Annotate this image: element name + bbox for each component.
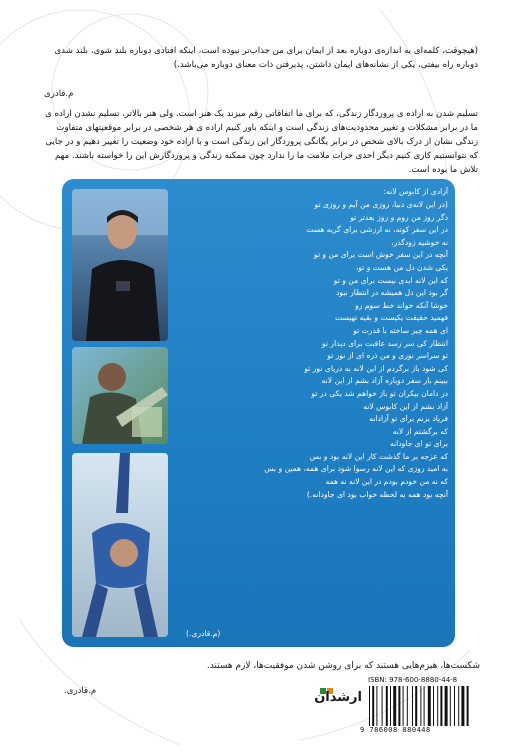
- intro-paragraph: تسلیم شدن به اراده ی پروردگار زندگی، که برای ما اتفاقاتی رقم میزند یک هنر است. ولی هنر بالاتر، تسلیم نشدن اراده ی ما در برابر مشکلات و تغییر محدودیت‌های زندگی است و اینکه باور کنیم اراده ی هر شخصی در برابر موقعیتهای متفاوت زندگی نشان از درک بالای شخص در برابر یگانگی پروردگار این زندگی است و با اراده خود وضعیت را تغییر دهیم و در جایی که نتوانستیم کاری کنیم دیگر احدی جرات ملامت ما را ندارد چون ممکنه زندگی و پروردگارش این را خواسته باشند. مهم تلاش ما بوده است.: [45, 109, 478, 175]
- poem-line: به امید روزی که این لانه رسوا شود برای همه، همین و بس: [264, 464, 448, 474]
- poem-line: آنچه بود همه به لحظه خواب بود ای جاودانه.): [306, 489, 448, 499]
- poem-panel: [62, 179, 455, 647]
- poem-signature: (م.قادری.): [186, 629, 221, 638]
- poem-line: برای تو ای جاودانه: [389, 439, 448, 449]
- author-action-photo: [72, 453, 168, 637]
- poem-line: در دامان بیکران تو باز خواهم شد یکی در تو: [311, 388, 448, 398]
- poem-line: فریاد بزنم برای تو آزادانه: [369, 414, 448, 424]
- author-working-photo: [72, 347, 168, 444]
- poem-line: فهمید حقیقت یکیست و بقیه تهیست: [335, 313, 448, 323]
- poem-line: ای همه چیز ساخته با قدرت تو: [353, 325, 448, 335]
- poem-line: نه خوشیه زودگذر،: [391, 237, 448, 247]
- poem-line: که نه من خودم بودم در این لانه نه همه: [325, 477, 448, 487]
- poem-line: در این سفر کوته، نه ارزشی برای گریه هست: [306, 225, 448, 235]
- author-portrait-photo: [72, 189, 168, 341]
- closing-signature: م.قادری.: [64, 686, 97, 696]
- intro-quote: (هیچوقت، کلمه‌ای به اندازه‌ی دوباره بعد از ایمان برای من جذاب‌تر نبوده است، اینکه افتادی دوباره بلند شوی، بلند شدی دوباره راه بیفتی، یکی از نشانه‌های ایمان داشتن، پذیرفتن ذات معنای دوباره می‌باشد.): [54, 46, 478, 70]
- poem-line: که عزجه بر ما گذشت کار این لانه بود و بس: [309, 451, 448, 461]
- poem-line: که برگشتم از لانه: [392, 426, 448, 436]
- poem-line: آزاد بشم از این کابوس لانه: [363, 401, 448, 411]
- barcode-digits: 9 786008 880448: [360, 726, 431, 734]
- poem-line: ببینم بار سفر دوباره آزاد بشم از این لانه: [321, 376, 448, 386]
- publisher-logo-text: ارشدان: [314, 690, 362, 705]
- poem-line: کی شود باز برگردم از این لانه به دریای نور تو: [304, 363, 448, 373]
- isbn-barcode: [368, 686, 478, 726]
- poem-line: تو سراسر نوری و من ذره ای از نور تو: [327, 351, 448, 361]
- poem-line: خوشا آنکه خواند خط سوم رو: [355, 300, 448, 310]
- poem-line: (در این لانه‌ی دنیا، روزی من آیم و روزی تو: [314, 200, 448, 209]
- poem-title: آزادی از کابوس لانه:: [383, 187, 448, 196]
- poem-line: آنچه در این سفر خوش است برای من و تو: [313, 250, 448, 260]
- poem-text: [178, 185, 448, 501]
- intro-signature: م.قادری: [44, 89, 74, 99]
- poem-line: یکی شدن دل من هست و تو،: [355, 262, 448, 272]
- isbn-label: ISBN: 978-600-8880-44-8: [368, 676, 458, 684]
- closing-quote: شکست‌ها، هیزم‌هایی هستند که برای روشن شدن موفقیت‌ها، لازم هستند.: [206, 661, 480, 671]
- poem-line: انتظار کی سر رسد عاقبت برای دیدار تو: [321, 338, 448, 348]
- poem-line: که این لانه ابدی نیست برای من و تو: [333, 275, 448, 285]
- poem-line: گر بود این دل همیشه در انتظار نبود: [335, 288, 448, 298]
- poem-line: دگر روز من روم و روز بعدتر تو: [350, 212, 448, 222]
